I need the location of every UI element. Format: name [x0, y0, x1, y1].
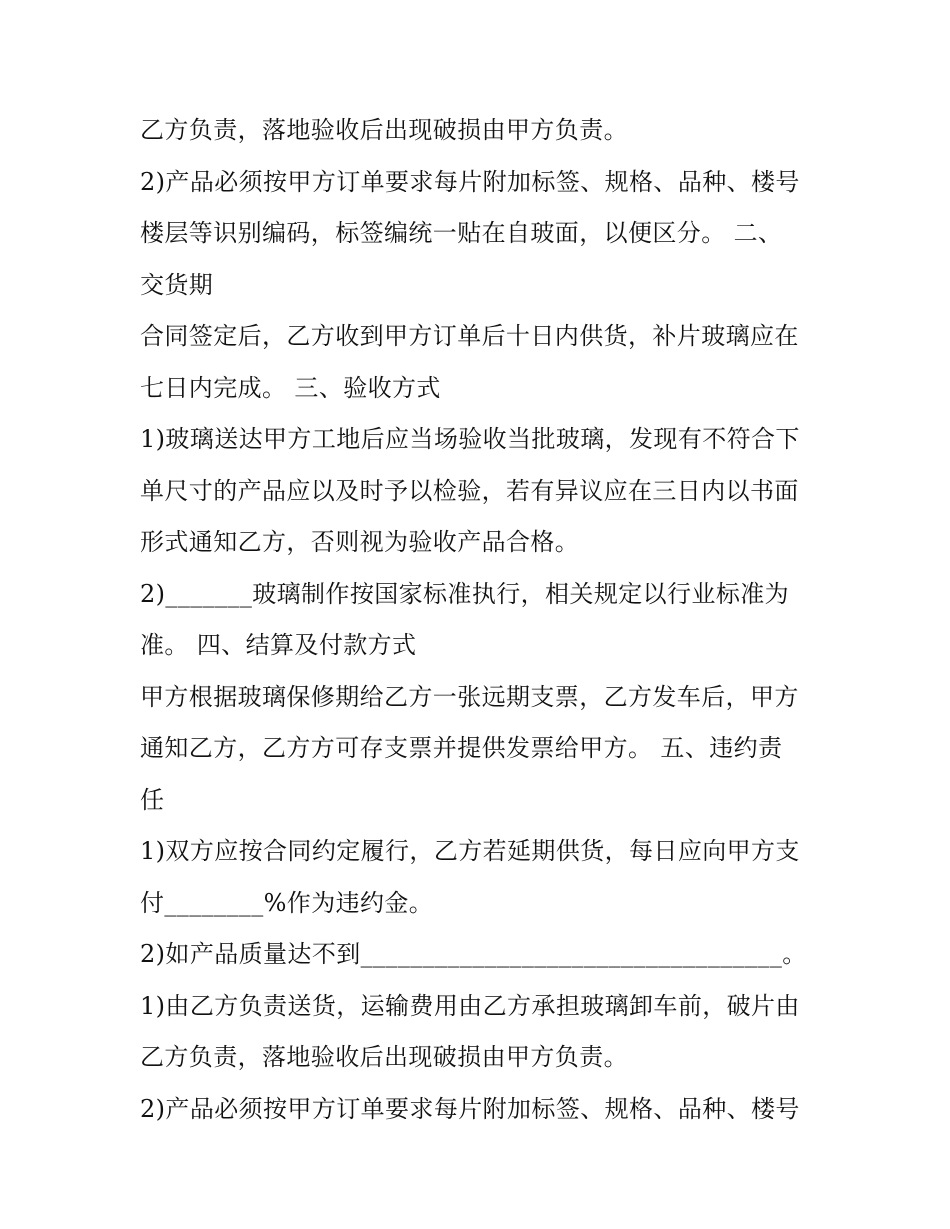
text-line: 七日内完成。 三、验收方式: [140, 373, 441, 402]
text-line: 准。 四、结算及付款方式: [140, 631, 417, 659]
text-line: 单尺寸的产品应以及时予以检验，若有异议应在三日内以书面: [140, 476, 799, 505]
text-line: 形式通知乙方，否则视为验收产品合格。: [140, 528, 580, 556]
text-line: 乙方负责，落地验收后出现破损由甲方负责。: [140, 116, 628, 144]
document-body: [140, 105, 830, 1135]
text-line: 1)由乙方负责送货，运输费用由乙方承担玻璃卸车前，破片由: [140, 991, 800, 1020]
text-line: 2)_______玻璃制作按国家标准执行，相关规定以行业标准为: [140, 579, 790, 608]
text-line: 1)双方应按合同约定履行，乙方若延期供货，每日应向甲方支: [140, 837, 800, 865]
text-line: 甲方根据玻璃保修期给乙方一张远期支票，乙方发车后，甲方: [140, 682, 799, 711]
text-line: 乙方负责，落地验收后出现破损由甲方负责。: [140, 1043, 628, 1071]
text-line: 2)产品必须按甲方订单要求每片附加标签、规格、品种、楼号: [140, 167, 800, 196]
text-line: 2)如产品质量达不到__________________________________。: [140, 940, 807, 968]
text-line: 任: [140, 785, 165, 814]
text-line: 通知乙方，乙方方可存支票并提供发票给甲方。 五、违约责: [140, 734, 783, 762]
text-line: 付________%作为违约金。: [140, 888, 434, 917]
text-line: 交货期: [140, 270, 214, 299]
text-line: 1)玻璃送达甲方工地后应当场验收当批玻璃，发现有不符合下: [140, 425, 800, 453]
text-line: 合同签定后，乙方收到甲方订单后十日内供货，补片玻璃应在: [140, 322, 799, 350]
text-line: 2)产品必须按甲方订单要求每片附加标签、规格、品种、楼号: [140, 1094, 800, 1123]
text-line: 楼层等识别编码，标签编统一贴在自玻面，以便区分。 二、: [140, 219, 783, 247]
